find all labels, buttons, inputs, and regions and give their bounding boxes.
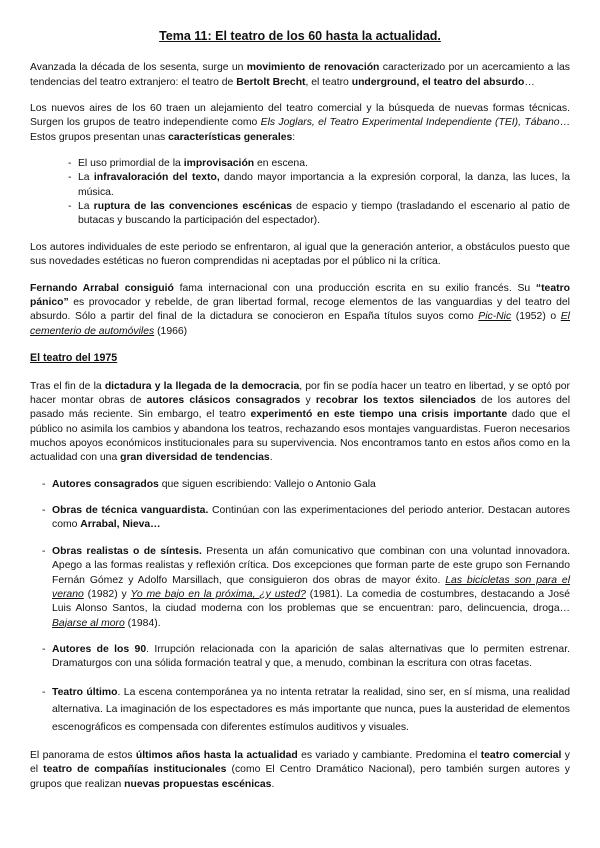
features-list bbox=[30, 157, 570, 229]
trend-item-noventa: - Autores de los 90. Irrupción relacionada con la aparición de salas alternativas que lo permiten estrenar. Dramaturgos con una sólida formación teatral y que, a menudo, combinan la escritura con otras facetas. bbox=[42, 644, 570, 670]
intro-paragraph: Avanzada la década de los sesenta, surge un movimiento de renovación caracterizado por un acercamiento a las tendencias del teatro extranjero: el teatro de Bertolt Brecht, el teatro underground, el teatro del absurdo… bbox=[30, 62, 570, 88]
list-item: - La infravaloración del texto, dando mayor importancia a la expresión corporal, la danza, las luces, la música. bbox=[78, 171, 570, 200]
sixties-paragraph: Los nuevos aires de los 60 traen un alejamiento del teatro comercial y la búsqueda de nuevas formas técnicas. Surgen los grupos de teatro independiente como Els Joglars, el Teatro Experimental Independiente (TEI), Tábano… Estos grupos presentan unas características generales: bbox=[30, 102, 570, 143]
democracy-paragraph: Tras el fin de la dictadura y la llegada de la democracia, por fin se podía hacer un teatro en libertad, y se optó por hacer montar obras de autores clásicos consagrados y recobrar los textos silenciados de los autores del pasado más reciente. Sin embargo, el teatro experimentó en este tiempo una crisis importante dado que el público no asimila los cambios y abandona los teatros, rechazando esos montajes vanguardistas. Fueron necesarios muchos apoyos económicos institucionales para su supervivencia. Nos encontramos tanto en estos años como en la actualidad con una gran diversidad de tendencias. bbox=[30, 380, 571, 464]
trend-item-consagrados: - Autores consagrados que siguen escribiendo: Vallejo o Antonio Gala bbox=[42, 478, 376, 490]
authors-paragraph: Los autores individuales de este periodo se enfrentaron, al igual que la generación anterior, a obstáculos puesto que sus novedades estéticas no fueron comprendidas ni aceptadas por el público ni la crítica. bbox=[30, 241, 570, 268]
page-title: Tema 11: El teatro de los 60 hasta la actualidad. bbox=[159, 29, 441, 43]
arrabal-paragraph: Fernando Arrabal consiguió fama internacional con una producción escrita en su exilio francés. Su “teatro pánico” es provocador y rebelde, de gran libertad formal, recoge elementos de las vanguardias y del teatro del absurdo. Sólo a partir del final de la dictadura se conocieron en España títulos suyos como Pic-Nic (1952) o El cementerio de automóviles (1966) bbox=[30, 282, 570, 337]
section-heading: El teatro del 1975 bbox=[30, 352, 118, 364]
closing-paragraph: El panorama de estos últimos años hasta la actualidad es variado y cambiante. Predomina el teatro comercial y el teatro de compañías institucionales (como El Centro Dramático Nacional), pero también surgen autores y grupos que realizan nuevas propuestas escénicas. bbox=[30, 749, 570, 790]
list-item: - La ruptura de las convenciones escénicas de espacio y tiempo (trasladando el escenario al patio de butacas y buscando la participación del espectador). bbox=[78, 200, 570, 229]
trend-item-vanguardista: - Obras de técnica vanguardista. Continúan con las experimentaciones del periodo anterior. Destacan autores como Arrabal, Nieva… bbox=[42, 505, 571, 531]
trend-item-ultimo: - Teatro último. La escena contemporánea ya no intenta retratar la realidad, sino ser, en sí misma, una realidad alternativa. La imaginación de los espectadores es más importante que nunca, pues la austeridad de elementos escenográficos es compensada con diferentes estímulos auditivos y visuales. bbox=[42, 686, 570, 734]
trend-item-realistas: - Obras realistas o de síntesis. Presenta un afán comunicativo que combinan con una voluntad innovadora. Apego a las formas realistas y reflexión crítica. Dos excepciones que forman parte de este grupo son Fernando Fernán Gómez y Adolfo Marsillach, que consiguieron dos obras de mayor éxito. Las bicicletas son para el verano (1982) y Yo me bajo en la próxima, ¿y usted? (1981). La comedia de costumbres, destacando a José Luis Alonso Santos, la ciudad moderna con los problemas que se encuentran: paro, delincuencia, droga… Bajarse al moro (1984). bbox=[42, 545, 571, 629]
list-item: - El uso primordial de la improvisación en escena. bbox=[78, 157, 570, 171]
